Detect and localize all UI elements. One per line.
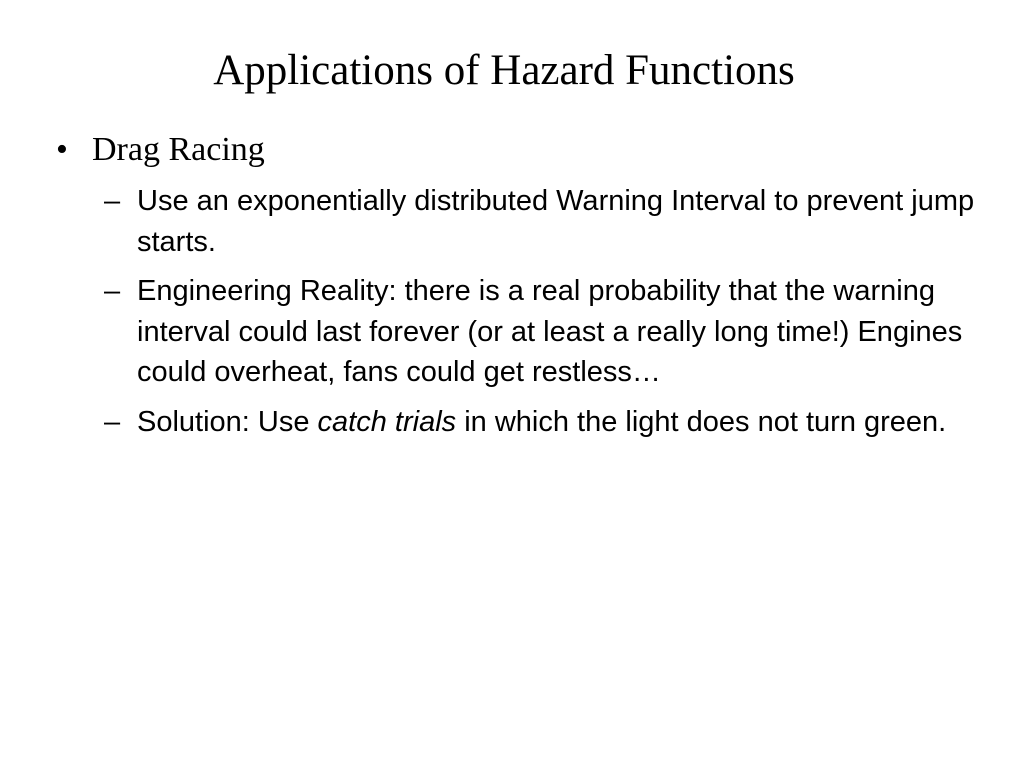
sub-bullet-warning-interval <box>104 181 984 262</box>
solution-text-after: in which the light does not turn green. <box>456 405 947 438</box>
sub-bullet-engineering-reality <box>104 271 984 393</box>
catch-trials-emphasis: catch trials <box>317 405 457 438</box>
dash-marker: – <box>104 405 121 438</box>
sub-bullet-text <box>137 402 984 443</box>
slide-title: Applications of Hazard Functions <box>213 47 795 94</box>
bullet-label: Drag Racing <box>92 131 265 168</box>
dash-marker: – <box>104 275 121 307</box>
sub-bullet-text: Engineering Reality: there is a real probability that the warning interval could last forever (or at least a really long time!) Engines could overheat, fans could get restless… <box>137 275 963 388</box>
bullet-marker: • <box>56 131 68 168</box>
bullet-drag-racing <box>56 128 265 172</box>
sub-bullet-solution <box>104 402 984 443</box>
solution-text-before: Solution: Use <box>137 405 318 438</box>
sub-bullet-text: Use an exponentially distributed Warning Interval to prevent jump starts. <box>137 185 975 258</box>
dash-marker: – <box>104 185 121 217</box>
sub-bullet-list <box>104 181 984 451</box>
